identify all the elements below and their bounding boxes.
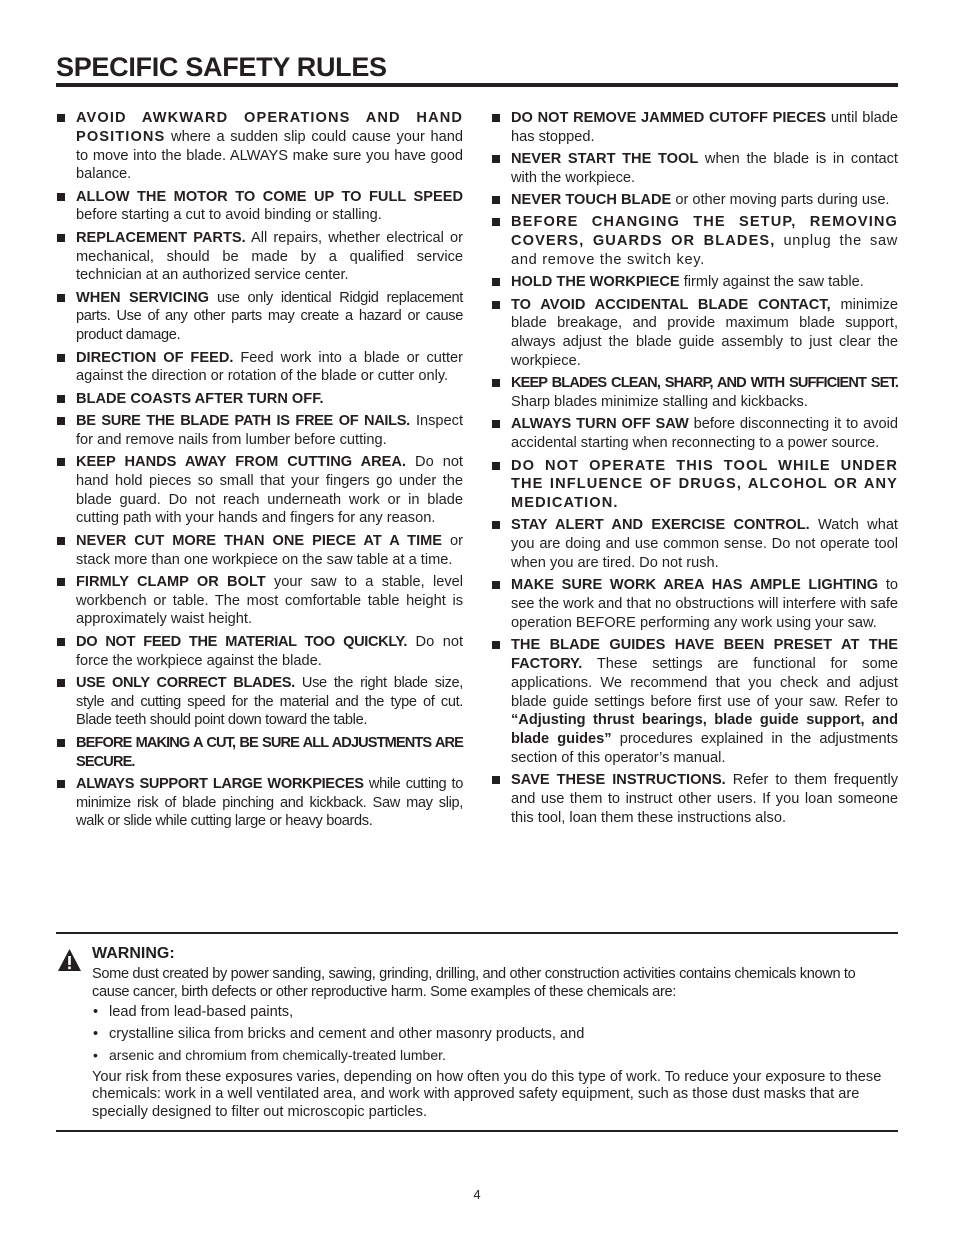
rule-item	[56, 289, 463, 345]
rule-item	[491, 516, 898, 572]
rule-heading: ALLOW THE MOTOR TO COME UP TO FULL SPEED	[76, 188, 463, 205]
bullet-square-icon	[492, 114, 500, 122]
warning-triangle-icon	[57, 948, 82, 972]
rule-item	[56, 188, 463, 226]
rule-item	[56, 573, 463, 629]
list-item	[92, 1047, 882, 1065]
bullet-square-icon	[492, 379, 500, 387]
rule-heading: BE SURE THE BLADE PATH IS FREE OF NAILS.	[76, 412, 410, 429]
bullet-square-icon	[57, 114, 65, 122]
rule-item	[56, 390, 463, 409]
rule-item	[491, 576, 898, 632]
rule-heading: BEFORE MAKING A CUT, BE SURE ALL ADJUSTMENTS ARE SECURE.	[76, 734, 463, 770]
bullet-square-icon	[57, 354, 65, 362]
bullet-square-icon	[57, 458, 65, 466]
rule-text: unplug the saw and remove the switch key.	[511, 233, 898, 269]
rule-text: Sharp blades minimize stalling and kickbacks.	[511, 394, 808, 411]
rule-text: before disconnecting it to avoid accidental starting when reconnecting to a power source.	[511, 416, 898, 452]
bullet-square-icon	[57, 578, 65, 586]
rule-text: until blade has stopped.	[511, 110, 898, 145]
bullet-square-icon	[492, 278, 500, 286]
bullet-dot-icon: •	[93, 1004, 99, 1020]
rule-heading: ALWAYS TURN OFF SAW	[511, 416, 689, 433]
bullet-square-icon	[57, 234, 65, 242]
warning-body	[92, 966, 882, 1121]
rule-heading: STAY ALERT AND EXERCISE CONTROL.	[511, 517, 810, 534]
bullet-square-icon	[57, 679, 65, 687]
rule-item	[56, 734, 463, 772]
list-item	[92, 1004, 882, 1022]
warning-intro: Some dust created by power sanding, sawing, grinding, drilling, and other construction activities contains chemicals known to cause cancer, birth defects or other reproductive harm. Some examples of these chemicals are:	[92, 966, 856, 1000]
bullet-square-icon	[492, 420, 500, 428]
rule-item	[56, 229, 463, 285]
bullet-square-icon	[492, 462, 500, 470]
list-item	[92, 1026, 882, 1044]
rule-item	[56, 412, 463, 450]
bullet-dot-icon: •	[93, 1025, 99, 1042]
rule-text: These settings are functional for some applications. We recommend that you check and adjust blade guide settings before first use of your saw. Refer to	[511, 656, 898, 710]
rule-item	[56, 453, 463, 528]
warning-closing: Your risk from these exposures varies, depending on how often you do this type of work. To reduce your exposure to these chemicals: work in a well ventilated area, and work with approved safety equipment, such as those dust masks that are specially designed to filter out microscopic particles.	[92, 1068, 882, 1120]
rule-heading: NEVER CUT MORE THAN ONE PIECE AT A TIME	[76, 532, 443, 549]
rule-heading: WHEN SERVICING	[76, 289, 209, 306]
rule-heading: TO AVOID ACCIDENTAL BLADE CONTACT,	[511, 296, 831, 313]
bullet-square-icon	[57, 638, 65, 646]
page-title: SPECIFIC SAFETY RULES	[56, 52, 387, 82]
rule-item	[56, 349, 463, 387]
bullet-square-icon	[57, 294, 65, 302]
rule-text: to see the work and that no obstructions will interfere with safe operation BEFORE performing any work using your saw.	[511, 577, 898, 631]
bullet-square-icon	[492, 196, 500, 204]
rule-heading: BEFORE CHANGING THE SETUP, REMOVING COVERS, GUARDS OR BLADES,	[511, 214, 898, 250]
rule-item	[491, 771, 898, 827]
rule-item	[491, 636, 898, 768]
bullet-square-icon	[492, 776, 500, 784]
rule-heading: MAKE SURE WORK AREA HAS AMPLE LIGHTING	[511, 577, 879, 594]
rule-heading: ALWAYS SUPPORT LARGE WORKPIECES	[76, 775, 364, 792]
rule-item	[56, 674, 463, 730]
rule-text: minimize blade breakage, and provide maximum blade support, always adjust the blade guide assembly to just clear the workpiece.	[511, 296, 899, 370]
list-item-text: lead from lead-based paints,	[109, 1004, 294, 1020]
rule-item	[491, 191, 898, 210]
rule-text: or stack more than one workpiece on the saw table at a time.	[76, 532, 463, 568]
rule-reference: “Adjusting thrust bearings, blade guide support, and blade guides”	[511, 712, 898, 748]
rule-text: while cutting to minimize risk of blade pinching and kickback. Saw may slip, walk or slide while cutting large or heavy boards.	[76, 775, 463, 830]
rule-text: firmly against the saw table.	[679, 274, 864, 291]
rule-item	[56, 532, 463, 570]
rule-text: Feed work into a blade or cutter against the direction or rotation of the blade or cutter only.	[76, 349, 463, 385]
rule-item	[491, 457, 898, 513]
rule-heading: FIRMLY CLAMP OR BOLT	[76, 573, 266, 590]
bullet-square-icon	[57, 395, 65, 403]
bullet-square-icon	[492, 521, 500, 529]
rule-text: before starting a cut to avoid binding or stalling.	[76, 207, 382, 224]
rule-text: Refer to them frequently and use them to instruct other users. If you loan someone this tool, loan them these instructions also.	[511, 772, 898, 826]
warning-heading: WARNING:	[92, 945, 175, 962]
right-rules-column	[491, 109, 898, 831]
rule-text: Watch what you are doing and use common sense. Do not operate tool when you are tired. Do not rush.	[511, 517, 898, 572]
rule-item	[491, 150, 898, 188]
rule-heading: BLADE COASTS AFTER TURN OFF.	[76, 390, 324, 407]
rule-heading: USE ONLY CORRECT BLADES.	[76, 674, 295, 691]
rule-item	[491, 374, 898, 412]
rule-heading: REPLACEMENT PARTS.	[76, 229, 246, 246]
rule-text: your saw to a stable, level workbench or table. The most comfortable table height is approximately waist height.	[76, 573, 463, 628]
bullet-square-icon	[57, 193, 65, 201]
rule-item	[56, 775, 463, 831]
rule-text: Use the right blade size, style and cutting speed for the material and the type of cut. Blade teeth should point down toward the table.	[76, 674, 463, 729]
bullet-square-icon	[492, 218, 500, 226]
rule-heading: THE BLADE GUIDES HAVE BEEN PRESET AT THE FACTORY.	[511, 637, 898, 673]
rule-heading: NEVER START THE TOOL	[511, 151, 699, 168]
rule-text: or other moving parts during use.	[671, 192, 890, 209]
warning-chemicals-list	[92, 1004, 882, 1065]
rule-text: Do not force the workpiece against the blade.	[76, 633, 463, 669]
rule-heading: KEEP HANDS AWAY FROM CUTTING AREA.	[76, 454, 406, 471]
rule-heading: AVOID AWKWARD OPERATIONS AND HAND POSITIONS	[76, 110, 463, 145]
rule-heading: HOLD THE WORKPIECE	[511, 274, 680, 291]
list-item-text: arsenic and chromium from chemically-treated lumber.	[109, 1047, 446, 1063]
rule-item	[56, 633, 463, 671]
rule-item	[491, 213, 898, 269]
bullet-square-icon	[492, 301, 500, 309]
rule-item	[491, 296, 898, 371]
rule-heading: DO NOT REMOVE JAMMED CUTOFF PIECES	[511, 110, 827, 126]
warning-bottom-divider	[56, 1130, 898, 1132]
rule-item	[491, 109, 898, 147]
rule-heading: NEVER TOUCH BLADE	[511, 192, 672, 209]
rule-heading: KEEP BLADES CLEAN, SHARP, AND WITH SUFFICIENT SET.	[511, 375, 898, 392]
bullet-dot-icon: •	[93, 1047, 98, 1063]
rule-text: Do not hand hold pieces so small that your fingers go under the blade guard. Do not reach underneath work or in blade cutting path with your hands and fingers for any reason.	[76, 454, 463, 527]
bullet-square-icon	[57, 739, 65, 747]
rule-text: All repairs, whether electrical or mechanical, should be made by a qualified service technician at an authorized service center.	[76, 229, 463, 284]
list-item-text: crystalline silica from bricks and cement and other masonry products, and	[109, 1025, 585, 1042]
bullet-square-icon	[492, 581, 500, 589]
title-divider	[56, 83, 898, 87]
rule-heading: DO NOT OPERATE THIS TOOL WHILE UNDER THE INFLUENCE OF DRUGS, ALCOHOL OR ANY MEDICATION.	[511, 457, 898, 512]
rule-item	[491, 415, 898, 453]
rule-heading: SAVE THESE INSTRUCTIONS.	[511, 772, 726, 789]
left-rules-column	[56, 109, 463, 835]
warning-top-divider	[56, 932, 898, 934]
rule-text: use only identical Ridgid replacement parts. Use of any other parts may create a hazard or cause product damage.	[76, 289, 463, 344]
rule-item	[491, 273, 898, 292]
rule-text: procedures explained in the adjustments section of this operator’s manual.	[511, 731, 899, 766]
rule-heading: DO NOT FEED THE MATERIAL TOO QUICKLY.	[76, 633, 408, 650]
bullet-square-icon	[492, 641, 500, 649]
bullet-square-icon	[492, 155, 500, 163]
rule-heading: DIRECTION OF FEED.	[76, 349, 234, 366]
bullet-square-icon	[57, 417, 65, 425]
rule-item	[56, 109, 463, 184]
rule-text: when the blade is in contact with the workpiece.	[511, 151, 898, 186]
bullet-square-icon	[57, 780, 65, 788]
page-number: 4	[473, 1187, 481, 1202]
bullet-square-icon	[57, 537, 65, 545]
rule-text: Inspect for and remove nails from lumber before cutting.	[76, 412, 463, 448]
rule-text: where a sudden slip could cause your hand to move into the blade. ALWAYS make sure you have good balance.	[76, 128, 463, 183]
